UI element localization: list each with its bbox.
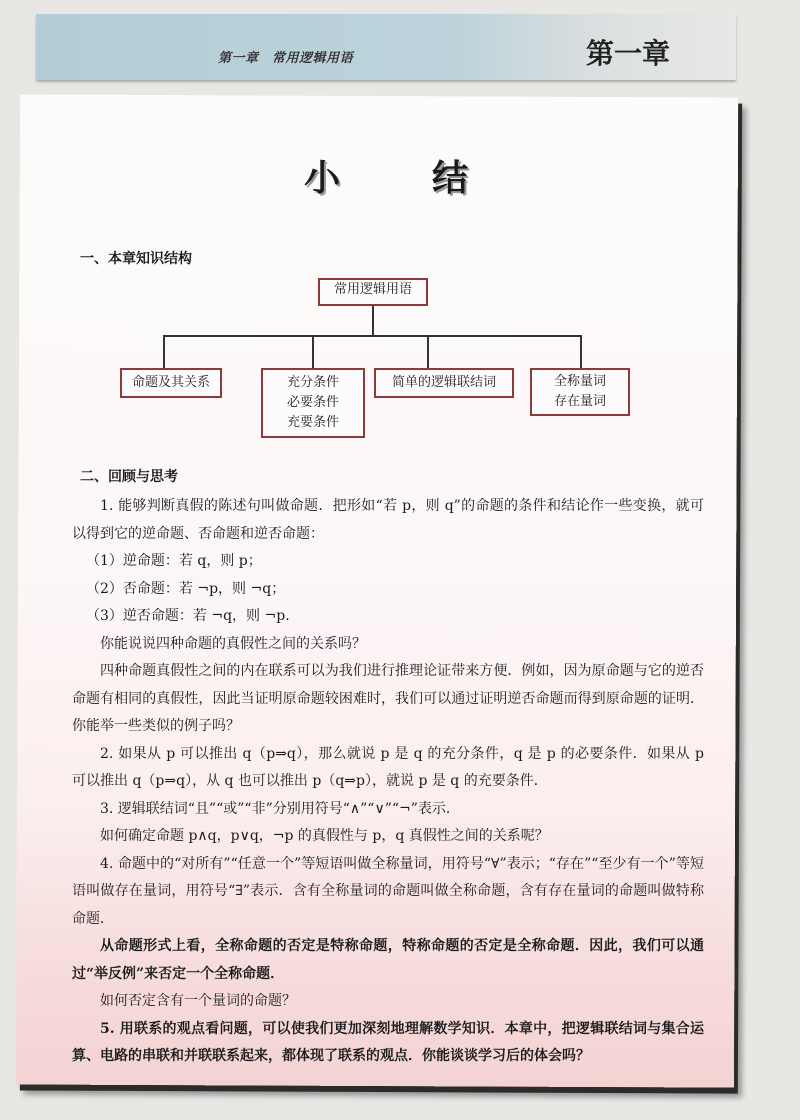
tree-connector-3	[427, 335, 429, 368]
tree-connector-4	[580, 335, 582, 368]
diagram-box-line: 充分条件	[286, 375, 339, 390]
diagram-root-box	[318, 278, 428, 306]
diagram-root-label: 常用逻辑用语	[333, 282, 412, 297]
diagram-box-connectives	[374, 368, 514, 398]
diagram-box-conditions	[261, 368, 365, 438]
diagram-box-line: 命题及其关系	[131, 375, 210, 390]
tree-connector-2	[312, 335, 314, 368]
paragraph: 如何确定命题 p∧q，p∨q，¬p 的真假性与 p，q 真假性之间的关系呢？	[100, 828, 549, 844]
diagram-box-quantifiers	[530, 368, 630, 416]
paragraph: （1）逆命题：若 q，则 p；	[86, 553, 262, 569]
paragraph: 3. 逻辑联结词“且”“或”“非”分别用符号“∧”“∨”“¬”表示．	[100, 800, 460, 817]
paragraph: 4. 命题中的“对所有”“任意一个”等短语叫做全称量词，用符号“∀”表示；“存在”“至少有一个”等短语叫做存在量词，用符号“∃”表示．含有全称量词的命题叫做全称命题，含有存在量词的命题叫做特称命题．	[72, 855, 704, 927]
header-chapter-line: 第一章 常用逻辑用语	[218, 51, 354, 66]
header-chapter-number: 第一章	[586, 37, 671, 70]
diagram-box-line: 充要条件	[286, 415, 339, 430]
diagram-box-line: 全称量词	[553, 374, 606, 389]
paragraph: 2. 如果从 p 可以推出 q（p⇒q），那么就说 p 是 q 的充分条件，q 是 p 的必要条件．如果从 p 可以推出 q（p⇒q），从 q 也可以推出 p（q⇒p），就说 p 是 q 的充要条件．	[72, 745, 704, 789]
paragraph: 从命题形式上看，全称命题的否定是特称命题，特称命题的否定是全称命题．因此，我们可以通过“举反例”来否定一个全称命题．	[72, 938, 704, 982]
paragraph: （2）否命题：若 ¬p，则 ¬q；	[86, 580, 286, 597]
paragraph: （3）逆否命题：若 ¬q，则 ¬p.	[86, 608, 290, 624]
tree-connector-horizontal	[163, 335, 581, 337]
paragraph: 你能说说四种命题的真假性之间的关系吗？	[100, 635, 366, 652]
section-heading-structure: 一、本章知识结构	[80, 251, 192, 267]
page-title: 小 结	[303, 158, 496, 199]
tree-connector-root	[372, 306, 374, 336]
tree-connector-1	[163, 335, 165, 368]
paragraph: 1. 能够判断真假的陈述句叫做命题．把形如“若 p，则 q”的命题的条件和结论作一些变换，就可以得到它的逆命题、否命题和逆否命题：	[72, 498, 704, 542]
paragraph: 四种命题真假性之间的内在联系可以为我们进行推理论证带来方便．例如，因为原命题与它的逆否命题有相同的真假性，因此当证明原命题较困难时，我们可以通过证明逆否命题而得到原命题的证明．你能举一些类似的例子吗？	[72, 663, 704, 734]
paragraph: 5. 用联系的观点看问题，可以使我们更加深刻地理解数学知识．本章中，把逻辑联结词与集合运算、电路的串联和并联联系起来，都体现了联系的观点．你能谈谈学习后的体会吗？	[72, 1020, 704, 1064]
diagram-box-propositions	[120, 368, 222, 398]
section-heading-review: 二、回顾与思考	[80, 469, 178, 485]
diagram-box-line: 存在量词	[553, 394, 606, 409]
diagram-box-line: 简单的逻辑联结词	[391, 375, 496, 390]
diagram-box-line: 必要条件	[286, 395, 339, 410]
review-content	[72, 493, 704, 1071]
paragraph: 如何否定含有一个量词的命题？	[100, 993, 296, 1009]
